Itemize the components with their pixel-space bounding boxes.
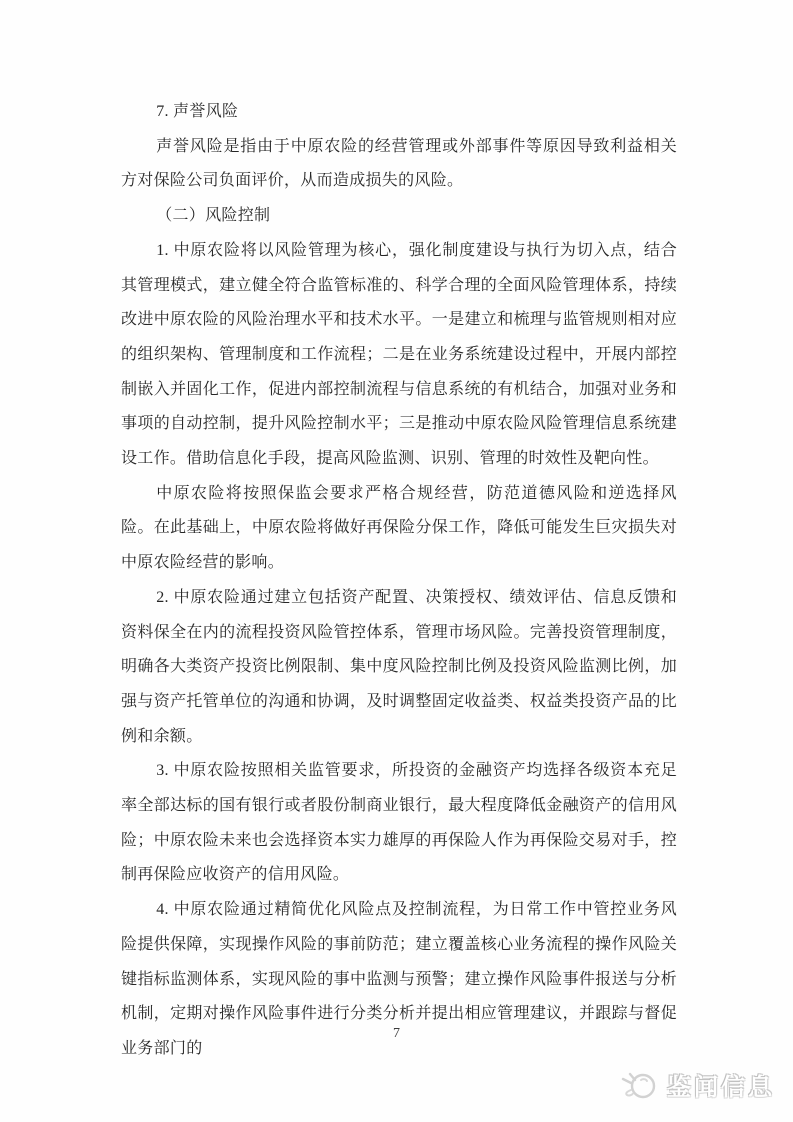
paragraph: 2. 中原农险通过建立包括资产配置、决策授权、绩效评估、信息反馈和资料保全在内的流程投资风险管控体系，管理市场风险。完善投资管理制度，明确各大类资产投资比例限制、集中度风险控制比例及投资风险监测比例，加强与资产托管单位的沟通和协调，及时调整固定收益类、权益类投资产品的比例和余额。	[121, 588, 677, 745]
paragraph: 3. 中原农险按照相关监管要求，所投资的金融资产均选择各级资本充足率全部达标的国有银行或者股份制商业银行，最大程度降低金融资产的信用风险；中原农险未来也会选择资本实力雄厚的再保险人作为再保险交易对手，控制再保险应收资产的信用风险。	[121, 762, 677, 884]
paragraph: （二）风险控制	[156, 207, 271, 225]
paragraph: 7. 声誉风险	[156, 103, 239, 120]
bird-logo-icon	[619, 1066, 661, 1102]
paragraph: 1. 中原农险将以风险管理为核心，强化制度建设与执行为切入点，结合其管理模式，建立健全符合监管标准的、科学合理的全面风险管理体系，持续改进中原农险的风险治理水平和技术水平。一是建立和梳理与监管规则相对应的组织架构、管理制度和工作流程；二是在业务系统建设过程中，开展内部控制嵌入并固化工作，促进内部控制流程与信息系统的有机结合，加强对业务和事项的自动控制，提升风险控制水平；三是推动中原农险风险管理信息系统建设工作。借助信息化手段，提高风险监测、识别、管理的时效性及靶向性。	[121, 241, 677, 468]
paragraph: 中原农险将按照保监会要求严格合规经营，防范道德风险和逆选择风险。在此基础上，中原农险将做好再保险分保工作，降低可能发生巨灾损失对中原农险经营的影响。	[121, 484, 677, 572]
paragraph: 声誉风险是指由于中原农险的经营管理或外部事件等原因导致利益相关方对保险公司负面评价，从而造成损失的风险。	[121, 137, 677, 190]
watermark-label: 鉴闻信息	[667, 1073, 775, 1101]
page-number: 7	[393, 1026, 400, 1041]
watermark	[619, 1066, 775, 1102]
document-body	[121, 95, 677, 1067]
paragraph: 4. 中原农险通过精简优化风险点及控制流程，为日常工作中管控业务风险提供保障，实现操作风险的事前防范；建立覆盖核心业务流程的操作风险关键指标监测体系，实现风险的事中监测与预警；建立操作风险事件报送与分析机制，定期对操作风险事件进行分类分析并提出相应管理建议，并跟踪与督促业务部门的	[121, 901, 677, 1057]
